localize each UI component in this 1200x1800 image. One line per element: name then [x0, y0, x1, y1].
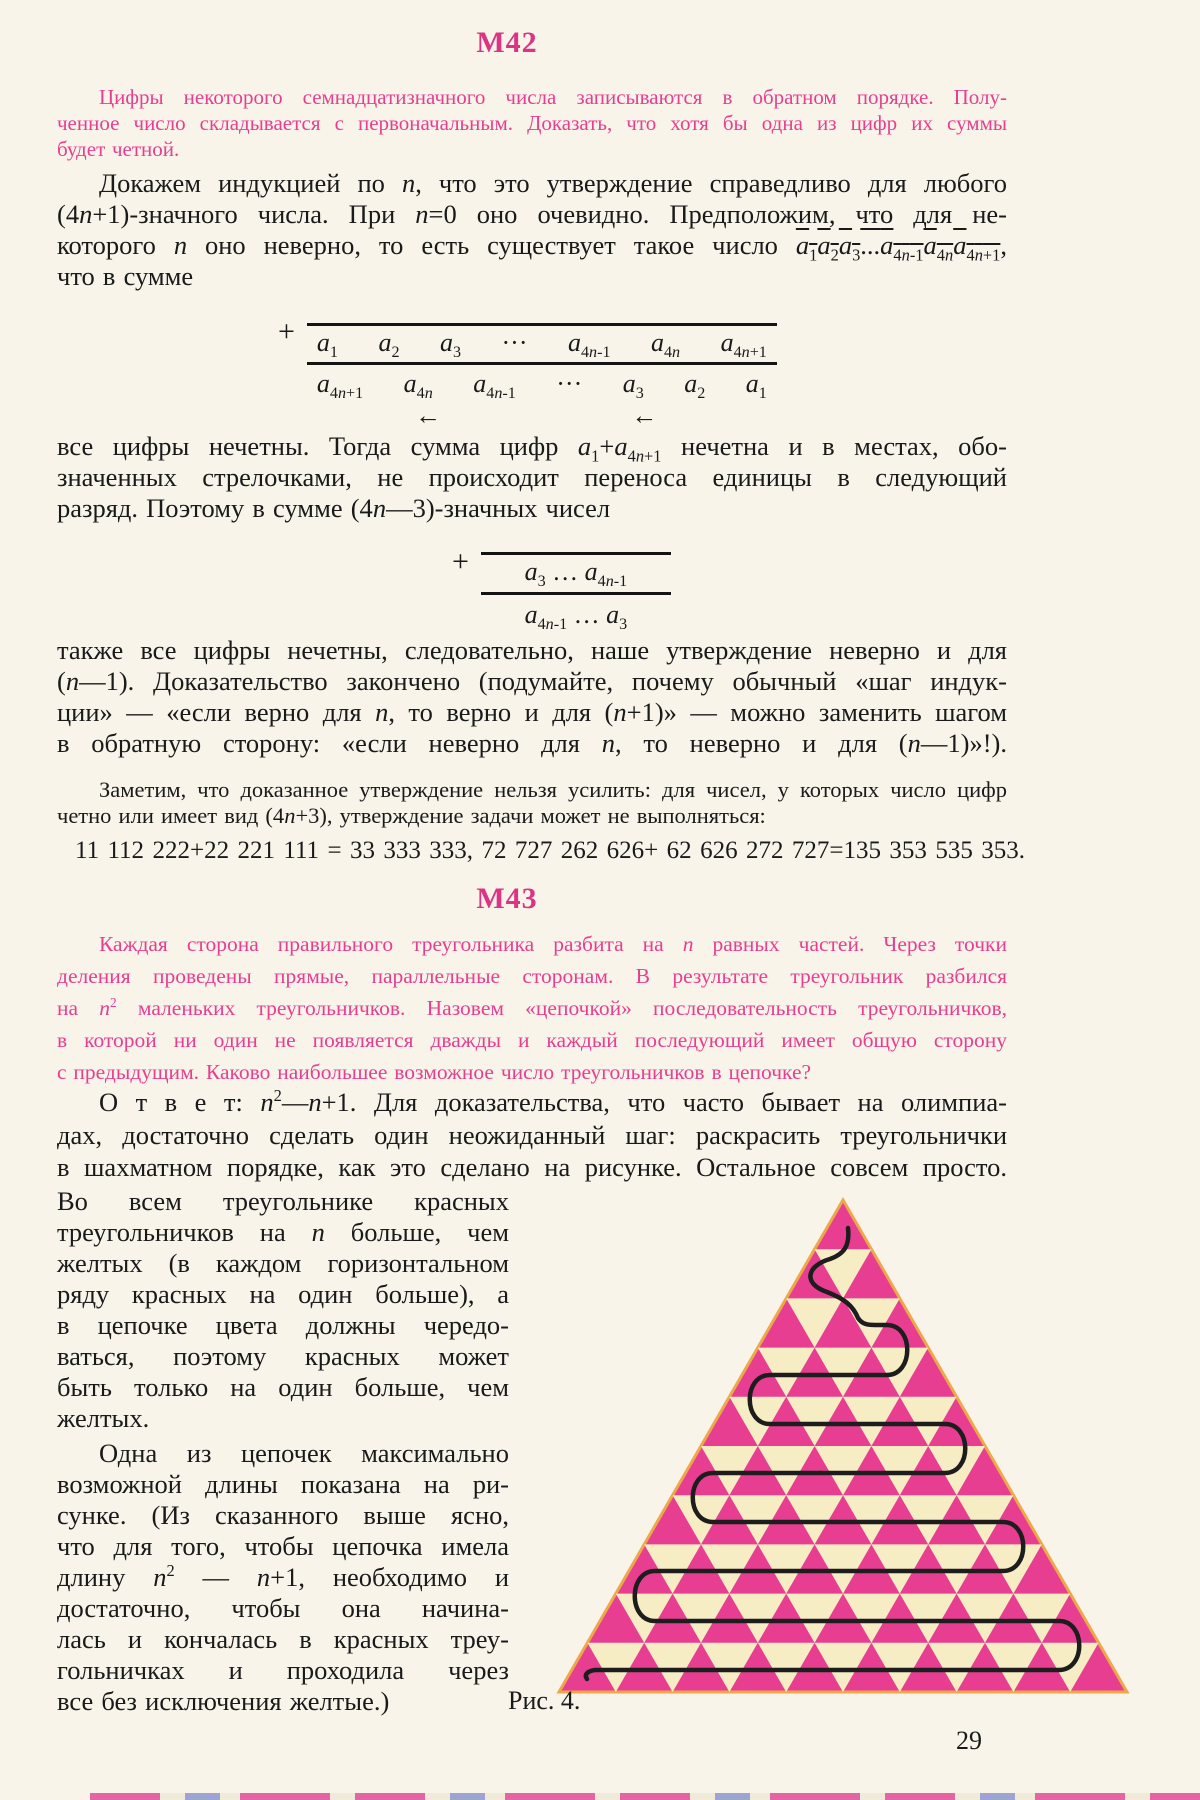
text-line: ченное число складывается с первоначальным. Доказать, что хотя бы одна из цифр их суммы: [57, 111, 1007, 135]
text-line: Цифры некоторого семнадцатизначного числа записываются в обратном порядке. Полу-: [99, 85, 1007, 109]
solution-m42-paragraph-2: [57, 431, 1007, 524]
text-line: сунке. (Из сказанного выше ясно,: [57, 1500, 509, 1530]
text-line: на $n^2$ маленьких треугольничков. Назовем «цепочкой» последовательность треугольничков,: [57, 994, 1007, 1020]
math-token: $a_{4n-1}$: [473, 369, 516, 403]
text-line: достаточно, чтобы она начина-: [57, 1593, 509, 1623]
text-line: Заметим, что доказанное утверждение нельзя усилить: для чисел, у которых число цифр: [99, 777, 1007, 802]
text-line: лась и кончалась в красных треу-: [57, 1624, 509, 1654]
text-line: ваться, поэтому красных может: [57, 1341, 509, 1371]
problem-m43-title: М43: [476, 882, 538, 915]
plus-sign: +: [452, 545, 469, 578]
page-bottom-scan-edge: [90, 1793, 1200, 1800]
text-line: длину $n^2$ — n+1, необходимо и: [57, 1561, 509, 1592]
text-line: с предыдущим. Каково наибольшее возможное число треугольничков в цепочке?: [57, 1060, 812, 1084]
text-line: треугольничков на n больше, чем: [57, 1217, 509, 1247]
text-line: желтых.: [57, 1403, 150, 1433]
text-line: возможной длины показана на ри-: [57, 1469, 509, 1499]
text-line: гольничках и проходила через: [57, 1655, 509, 1685]
math-ellipsis: ···: [556, 369, 583, 399]
text-line: четно или имеет вид (4n+3), утверждение задачи может не выполняться:: [57, 803, 766, 828]
math-token: $a_1$: [316, 328, 338, 362]
text-line: все без исключения желтые.): [57, 1686, 390, 1716]
formula-bottom-row: [307, 365, 777, 403]
text-line: О т в е т: $n^2—n+1$. Для доказательства, что часто бывает на олимпиа-: [99, 1086, 1007, 1117]
math-ellipsis: ···: [501, 328, 528, 358]
formula-digit-sum: [278, 315, 777, 431]
text-line: также все цифры нечетны, следовательно, наше утверждение неверно и для: [57, 635, 1007, 665]
problem-m42-title: М42: [476, 26, 538, 59]
solution-m42-paragraph-3: [57, 635, 1007, 759]
text-line: в которой ни один не появляется дважды и каждый последующий имеет общую сторону: [57, 1028, 1007, 1052]
formula-top-row: $a_3$ … $a_{4n-1}$: [481, 552, 671, 595]
solution-m43-left-paragraph-2: [57, 1438, 509, 1717]
text-line: деления проведены прямые, параллельные сторонам. В результате треугольник разбился: [57, 964, 1007, 988]
math-token: $a_{4n+1}$: [316, 369, 364, 403]
math-token: $a_3$: [622, 369, 644, 403]
formula-top-row: [307, 323, 777, 365]
figure-caption: Рис. 4.: [508, 1686, 581, 1715]
figure-triangle-chain: [543, 1192, 1143, 1702]
text-line: разряд. Поэтому в сумме (4n—3)-значных чисел: [57, 493, 611, 523]
text-line: что для того, чтобы цепочка имела: [57, 1531, 509, 1561]
text-line: Одна из цепочек максимально: [99, 1438, 509, 1468]
plus-sign: +: [278, 315, 295, 348]
counterexample-equation: 11 112 222+22 221 111 = 33 333 333, 72 727 262 626+ 62 626 272 727=135 353 535 353.: [75, 837, 1025, 864]
text-line: в цепочке цвета должны чередо-: [57, 1310, 509, 1340]
solution-m42-remark: [57, 777, 1007, 829]
text-line: Каждая сторона правильного треугольника разбита на n равных частей. Через точки: [99, 932, 1007, 956]
math-token: $a_1$: [745, 369, 767, 403]
text-line: Во всем треугольнике красных: [57, 1186, 509, 1216]
text-line: ции» — «если верно для n, то верно и для (n+1)» — можно заменить шагом: [57, 697, 1007, 727]
text-line: Докажем индукцией по n, что это утверждение справедливо для любого: [99, 168, 1007, 198]
page-number: 29: [956, 1726, 982, 1755]
formula-inner-sum: [452, 545, 671, 635]
math-token: $a_{4n-1}$: [567, 328, 611, 362]
carry-arrow-icon: ←: [415, 401, 442, 431]
text-line: которого n оно неверно, то есть существует такое число $a_1a_2a_3...a_{4n-1}a_{4n}a_{4n+1}$,: [57, 230, 1008, 265]
math-token: $a_2$: [684, 369, 706, 403]
text-line: в обратную сторону: «если неверно для n, то неверно и для (n—1)»!).: [57, 728, 1007, 758]
text-line: (n—1). Доказательство закончено (подумайте, почему обычный «шаг индук-: [57, 666, 1007, 696]
math-token: $a_{4n}$: [403, 369, 433, 403]
text-line: быть только на один больше, чем: [57, 1372, 509, 1402]
solution-m42-paragraph-1: [57, 168, 1007, 292]
math-token: $a_{4n+1}$: [720, 328, 767, 362]
formula-stack: [481, 552, 671, 635]
text-line: значенных стрелочками, не происходит переноса единицы в следующий: [57, 462, 1007, 492]
math-token: $a_3$: [439, 328, 462, 362]
solution-m43-answer: [57, 1086, 1007, 1184]
math-token: $a_2$: [378, 328, 400, 362]
carry-arrow-icon: ←: [631, 401, 658, 431]
text-line: ряду красных на один больше), а: [57, 1279, 509, 1309]
text-line: (4n+1)-значного числа. При n=0 оно очевидно. Предположим, что для не-: [57, 199, 1007, 229]
problem-m42-statement: [57, 84, 1007, 162]
solution-m43-left-paragraph-1: [57, 1186, 509, 1434]
text-line: что в сумме: [57, 261, 194, 291]
text-line: все цифры нечетны. Тогда сумма цифр $a_1+a_{4n+1}$ нечетна и в местах, обо-: [57, 431, 1007, 466]
text-line: желтых (в каждом горизонтальном: [57, 1248, 509, 1278]
problem-m43-statement: [57, 928, 1007, 1088]
formula-stack: [307, 323, 777, 431]
math-token: $a_{4n}$: [650, 328, 681, 362]
formula-bottom-row: $a_{4n-1}$ … $a_3$: [524, 599, 628, 633]
text-line: будет четной.: [57, 137, 180, 161]
text-line: в шахматном порядке, как это сделано на рисунке. Остальное совсем просто.: [57, 1152, 1007, 1182]
text-line: дах, достаточно сделать один неожиданный шаг: раскрасить треугольнички: [57, 1119, 1007, 1150]
